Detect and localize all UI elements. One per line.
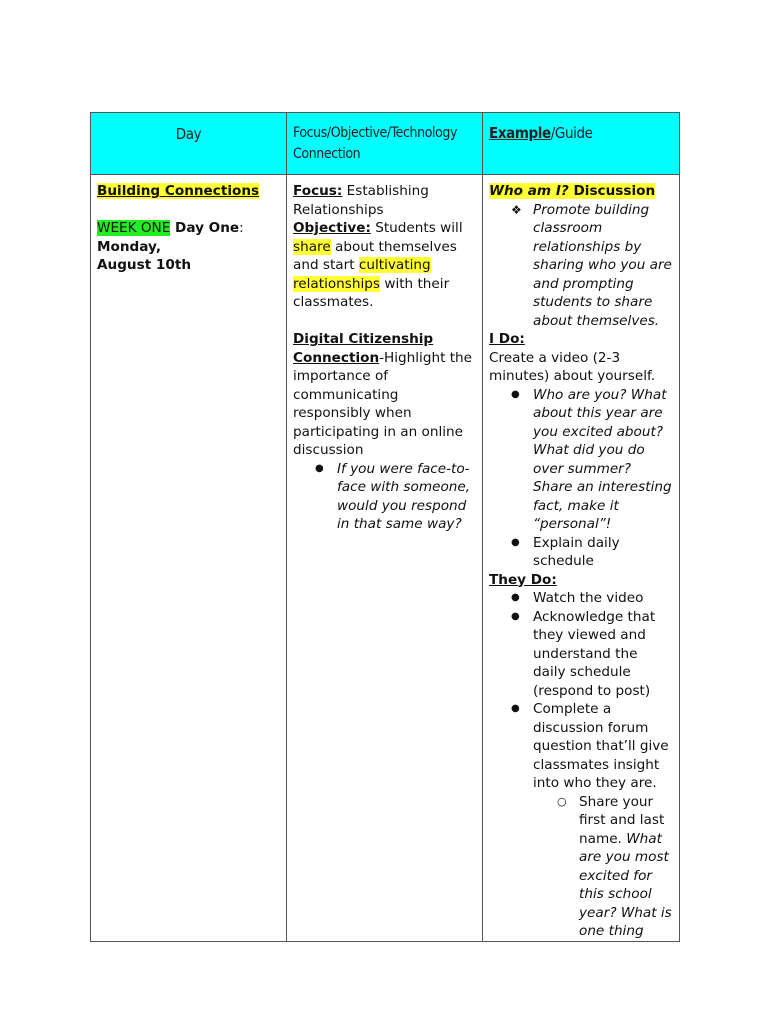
example-cell <box>483 175 680 942</box>
discussion-title: Who am I? Discussion <box>489 183 656 199</box>
lesson-plan-table <box>90 112 680 942</box>
ido-text: Create a video (2-3 minutes) about yourself. <box>489 349 656 384</box>
dc-bullets <box>293 460 476 534</box>
content-row <box>91 175 680 942</box>
day-content <box>91 175 286 275</box>
week-day: WEEK ONE Day One: <box>97 220 244 236</box>
list-item: ● If you were face-to-face with someone, would you respond in that same way? <box>293 460 476 534</box>
intro-bullets <box>489 201 673 331</box>
list-item: ● Who are you? What about this year are you excited about? What did you do over summer? Share an interesting fact, make it “personal”! <box>489 386 673 534</box>
header-focus-cell <box>287 113 483 175</box>
focus-content <box>287 175 482 534</box>
week-badge: WEEK ONE <box>97 220 171 236</box>
digital-citizenship: Digital Citizenship Connection-Highlight the importance of communicating responsibly when participating in an online discussion <box>293 331 473 458</box>
ido-label: I Do: <box>489 331 525 347</box>
focus-line: Focus: Establishing Relationships <box>293 183 429 218</box>
ido-bullets <box>489 386 673 571</box>
header-example <box>483 113 679 144</box>
objective-line: Objective: Students will share about themselves and start cultivating relationships with their classmates. <box>293 220 463 310</box>
theydo-label: They Do: <box>489 571 557 588</box>
theydo-bullets <box>489 589 673 941</box>
header-guide: /Guide <box>550 124 593 142</box>
day-cell <box>91 175 287 942</box>
header-day-cell <box>91 113 287 175</box>
list-item: ● Acknowledge that they viewed and understand the daily schedule (respond to post) <box>489 608 673 701</box>
list-item: ● Complete a discussion forum question that’ll give classmates insight into who they are. <box>489 700 673 793</box>
day-date: Monday, August 10th <box>97 238 192 273</box>
header-row <box>91 113 680 175</box>
sub-list-item: ○ Share your first and last name. What are you most excited for this school year? What is one thing <box>489 793 673 941</box>
header-day: Day <box>175 125 202 143</box>
header-focus: Focus/Objective/Technology Connection <box>293 125 458 162</box>
list-item: ● Explain daily schedule <box>489 534 673 571</box>
example-content <box>483 175 679 941</box>
header-example-bold: Example <box>489 124 551 142</box>
unit-title: Building Connections <box>97 183 260 199</box>
list-item: ● Watch the video <box>489 589 673 608</box>
header-example-cell <box>483 113 680 175</box>
list-item: ❖ Promote building classroom relationships by sharing who you are and prompting students to share about themselves. <box>489 201 673 331</box>
focus-cell <box>287 175 483 942</box>
